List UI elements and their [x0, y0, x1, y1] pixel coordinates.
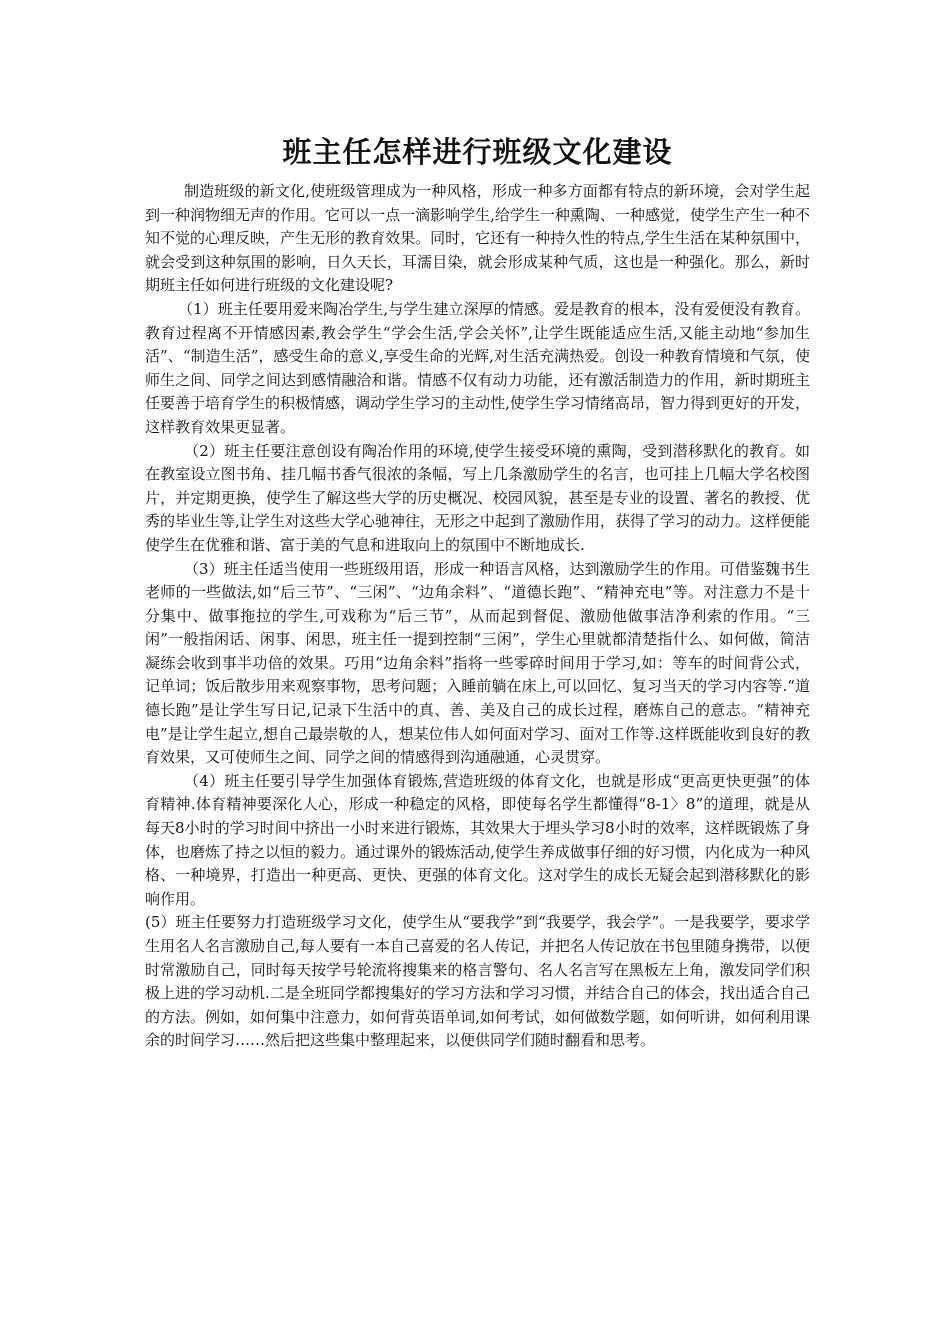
- intro-paragraph: 制造班级的新文化,使班级管理成为一种风格，形成一种多方面都有特点的新环境，会对学生起到一种润物细无声的作用。它可以一点一滴影响学生,给学生一种熏陶、一种感觉，使学生产生一种不知不觉的心理反映，产生无形的教育效果。同时，它还有一种持久性的特点,学生生活在某种氛围中，就会受到这种氛围的影响，日久天长，耳濡目染，就会形成某种气质，这也是一种强化。那么，新时期班主任如何进行班级的文化建设呢?: [145, 182, 810, 295]
- paragraph-5: (5）班主任要努力打造班级学习文化，使学生从“要我学”到“我要学，我会学”。一是我要学，要求学生用名人名言激励自己,每人要有一本自己喜爱的名人传记，并把名人传记放在书包里随身携带，以便时常激励自己，同时每天按学号轮流将搜集来的格言警句、名人名言写在黑板左上角，激发同学们积极上进的学习动机.二是全班同学都搜集好的学习方法和学习习惯，并结合自己的体会，找出适合自己的方法。例如，如何集中注意力，如何背英语单词,如何考试，如何做数学题，如何听讲，如何利用课余的时间学习……然后把这些集中整理起来，以便供同学们随时翻看和思考。: [145, 913, 810, 1050]
- paragraph-1: （1）班主任要用爱来陶冶学生,与学生建立深厚的情感。爱是教育的根本，没有爱便没有教育。教育过程离不开情感因素,教会学生“学会生活,学会关怀”,让学生既能适应生活,又能主动地“参加生活”、“制造生活”，感受生命的意义,享受生命的光辉,对生活充满热爱。创设一种教育情境和气氛，使师生之间、同学之间达到感情融洽和谐。情感不仅有动力功能，还有激活制造力的作用，新时期班主任要善于培育学生的积极情感，调动学生学习的主动性,使学生学习情绪高昂，智力得到更好的开发，这样教育效果更显著。: [145, 299, 810, 436]
- document-body: [145, 130, 810, 1053]
- paragraph-2: （2）班主任要注意创设有陶冶作用的环境,使学生接受环境的熏陶，受到潜移默化的教育。如在教室设立图书角、挂几幅书香气很浓的条幅，写上几条激励学生的名言，也可挂上几幅大学名校图片，并定期更换，使学生了解这些大学的历史概况、校园风貌，甚至是专业的设置、著名的教授、优秀的毕业生等,让学生对这些大学心驰神往，无形之中起到了激励作用，获得了学习的动力。这样便能使学生在优雅和谐、富于美的气息和进取向上的氛围中不断地成长.: [145, 441, 810, 554]
- paragraph-3: （3）班主任适当使用一些班级用语，形成一种语言风格，达到激励学生的作用。可借鉴魏书生老师的一些做法,如“后三节”、“三闲”、“边角余料”、“道德长跑”、“精神充电”等。对注意力不是十分集中、做事拖拉的学生,可戏称为“后三节”，从而起到督促、激励他做事洁净利索的作用。“三闲”一般指闲话、闲事、闲思，班主任一提到控制“三闲”，学生心里就都清楚指什么、如何做，简洁凝练会收到事半功倍的效果。巧用“边角余料”指将一些零碎时间用于学习,如：等车的时间背公式，记单词；饭后散步用来观察事物，思考问题；入睡前躺在床上,可以回忆、复习当天的学习内容等.“道德长跑”是让学生写日记,记录下生活中的真、善、美及自己的成长过程，磨炼自己的意志。“精神充电”是让学生起立,想自己最崇敬的人，想某位伟人如何面对学习、面对工作等.这样既能收到良好的教育效果，又可使师生之间、同学之间的情感得到沟通融通，心灵贯穿。: [145, 559, 810, 767]
- paragraph-4: （4）班主任要引导学生加强体育锻炼,营造班级的体育文化，也就是形成“更高更快更强”的体育精神.体育精神要深化人心，形成一种稳定的风格，即使每名学生都懂得“8-1〉8”的道理，就是从每天8小时的学习时间中挤出一小时来进行锻炼，其效果大于埋头学习8小时的效率，这样既锻炼了身体，也磨炼了持之以恒的毅力。通过课外的锻炼活动,使学生养成做事仔细的好习惯，内化成为一种风格、一种境界，打造出一种更高、更快、更强的体育文化。这对学生的成长无疑会起到潜移默化的影响作用。: [145, 771, 810, 908]
- page-title: 班主任怎样进行班级文化建设: [282, 135, 673, 169]
